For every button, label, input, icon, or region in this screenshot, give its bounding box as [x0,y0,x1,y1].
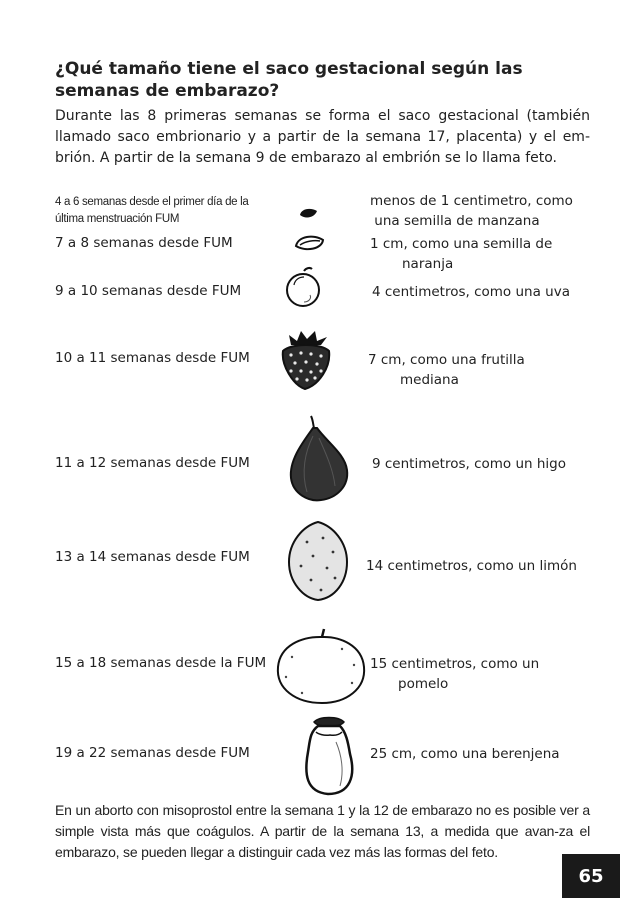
grape-icon [282,265,326,309]
lemon-icon [283,518,353,604]
row-weeks-label: 4 a 6 semanas desde el primer día de la última menstruación FUM [55,196,249,225]
row-weeks-label: 19 a 22 semanas desde FUM [55,745,250,761]
apple-seed-icon [298,206,320,222]
row-weeks-label: 11 a 12 semanas desde FUM [55,455,250,471]
row-weeks-label: 13 a 14 semanas desde FUM [55,549,250,565]
orange-seed-icon [292,232,326,254]
page-title: ¿Qué tamaño tiene el saco gestacional según las semanas de embarazo? [55,59,523,101]
footer-paragraph: En un aborto con misoprostol entre la semana 1 y la 12 de embarazo no es posible ver a simple vista más que coágulos. A partir de la semana 13, a medida que avan-za el embarazo, se pueden llegar a distinguir cada vez más las formas del feto. [55,802,590,860]
row-size-label: 14 centimetros, como un limón [366,558,577,574]
strawberry-icon [275,325,337,393]
grapefruit-icon [272,625,370,707]
row-weeks-label: 7 a 8 semanas desde FUM [55,235,233,251]
eggplant-icon [296,712,362,798]
fig-icon [283,412,355,504]
row-size-label: 9 centimetros, como un higo [372,456,567,472]
row-size-label: 25 cm, como una berenjena [370,746,560,762]
row-weeks-label: 10 a 11 semanas desde FUM [55,350,250,366]
intro-paragraph: Durante las 8 primeras semanas se forma el saco gestacional (también llamado saco embrionario y a partir de la semana 17, placenta) y el em-brión. A partir de la semana 9 de embarazo al embrión se lo llama feto. [55,108,590,166]
row-size-label: menos de 1 centimetro, como una semilla de manzana [370,193,573,229]
page-number: 65 [562,854,620,898]
row-size-label: 1 cm, como una semilla de naranja [370,236,553,272]
row-size-label: 7 cm, como una frutilla mediana [368,352,525,388]
row-weeks-label: 9 a 10 semanas desde FUM [55,283,242,299]
row-size-label: 4 centimetros, como una uva [372,284,570,300]
row-weeks-label: 15 a 18 semanas desde la FUM [55,655,267,671]
row-size-label: 15 centimetros, como un pomelo [370,656,540,692]
